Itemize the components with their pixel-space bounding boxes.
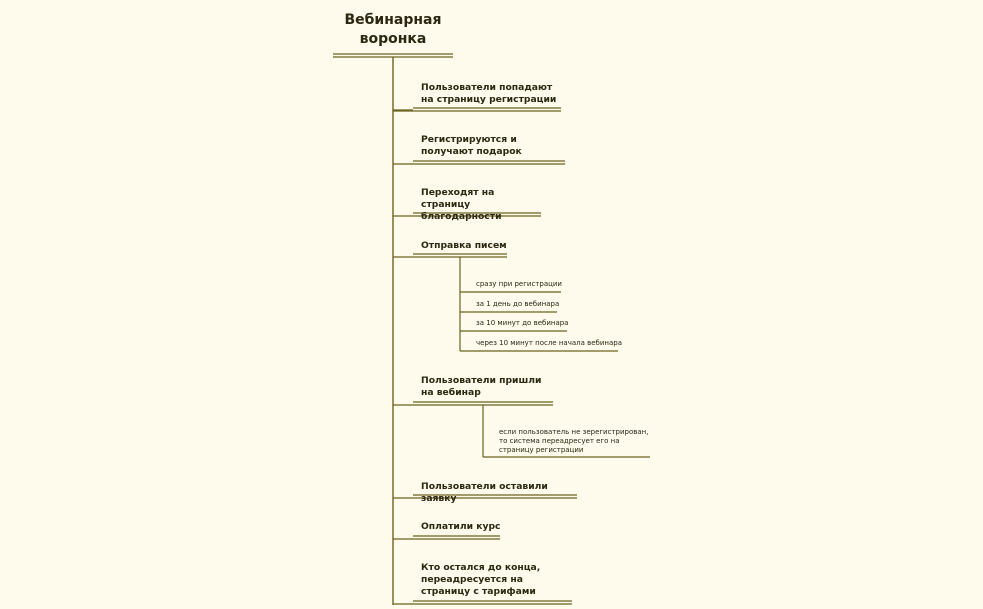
node-label-5[interactable]: Пользователи пришли на вебинар bbox=[421, 375, 542, 398]
node-4-child-1-label[interactable]: сразу при регистрации bbox=[476, 280, 562, 288]
node-label-1[interactable]: Пользователи попадают на страницу регистрации bbox=[421, 82, 557, 105]
node-4-child-2-label[interactable]: за 1 день до вебинара bbox=[476, 300, 560, 308]
node-5-child-1-label[interactable]: если пользователь не зерегистрирован, то система переадресует его на страницу регистрации bbox=[499, 428, 649, 454]
node-label-8[interactable]: Кто остался до конца, переадресуется на страницу с тарифами bbox=[421, 562, 541, 597]
node-label-6[interactable]: Пользователи оставили заявку bbox=[421, 481, 548, 504]
node-4-child-4-label[interactable]: через 10 минут после начала вебинара bbox=[476, 339, 623, 347]
root-title[interactable]: Вебинарная воронка bbox=[344, 12, 442, 47]
node-label-3[interactable]: Переходят на страницу благодарности bbox=[421, 187, 502, 222]
node-label-4[interactable]: Отправка писем bbox=[421, 240, 507, 251]
node-4-child-3-label[interactable]: за 10 минут до вебинара bbox=[476, 319, 569, 327]
node-label-2[interactable]: Регистрируются и получают подарок bbox=[421, 134, 522, 157]
node-label-7[interactable]: Оплатили курс bbox=[421, 521, 501, 532]
